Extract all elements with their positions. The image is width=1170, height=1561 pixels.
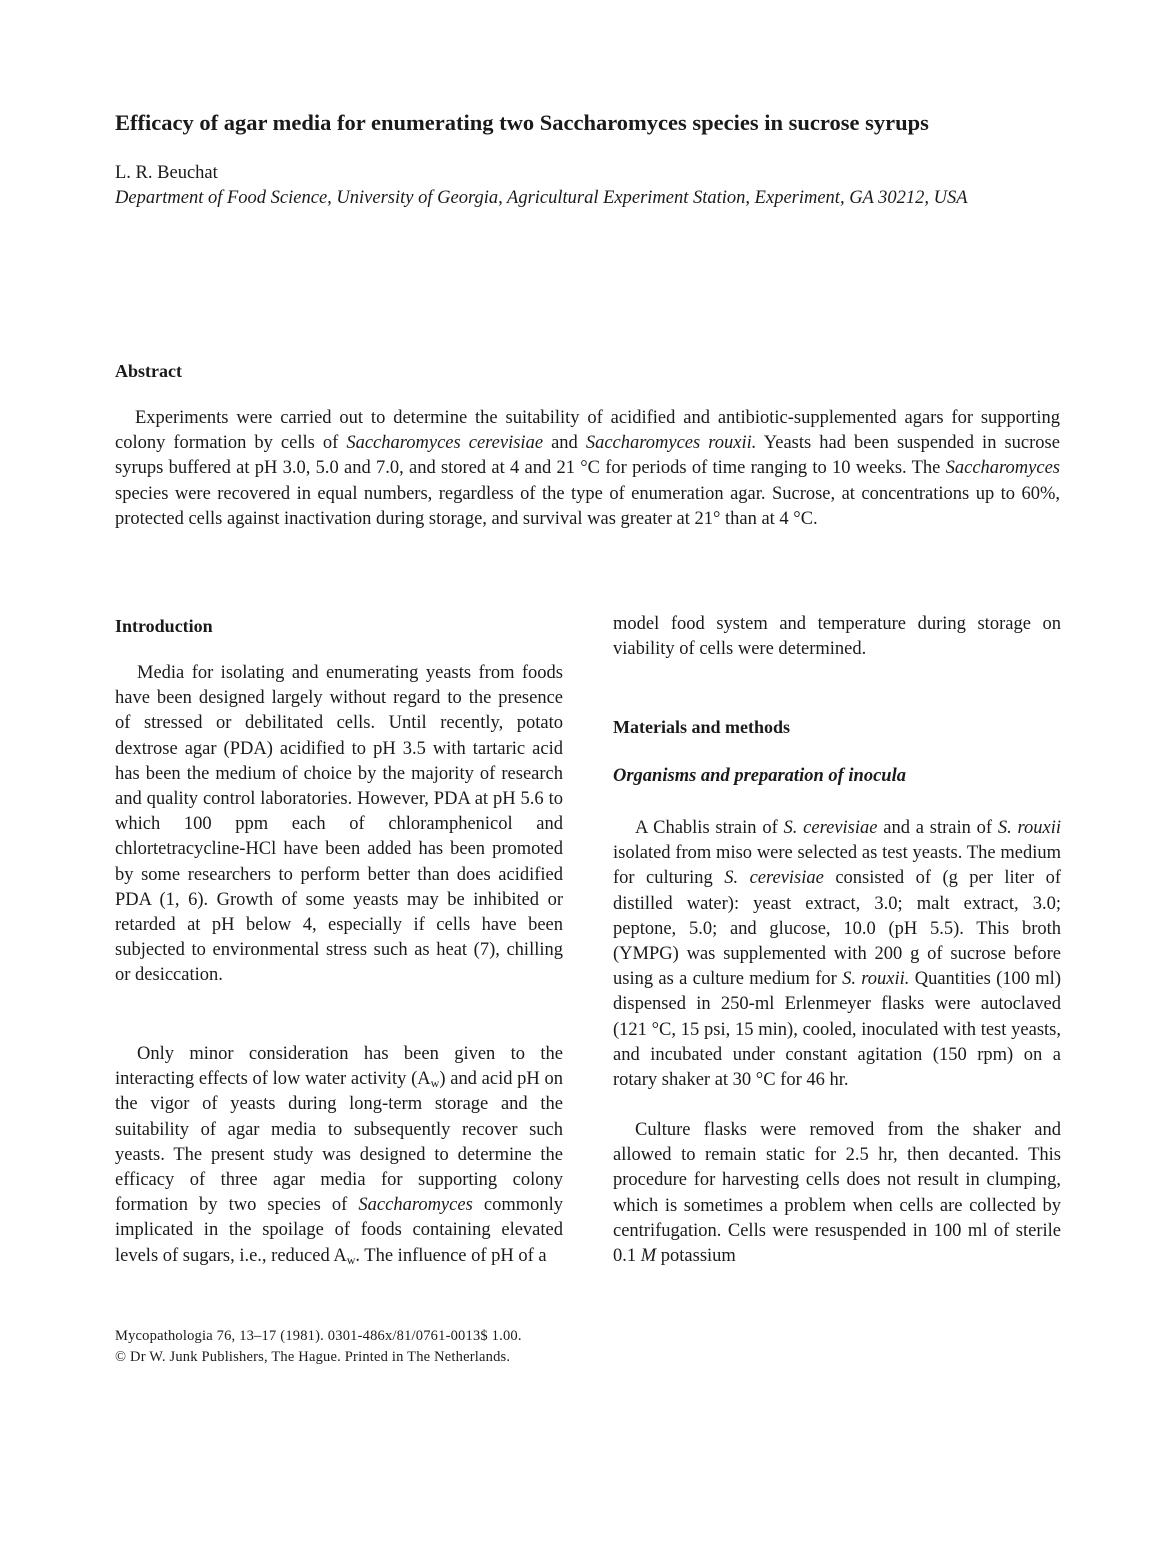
article-title: Efficacy of agar media for enumerating two Saccharomyces species in sucrose syrups xyxy=(115,110,929,135)
methods-paragraph-2: Culture flasks were removed from the shaker and allowed to remain static for 2.5 hr, then decanted. This procedure for harvesting cells does not result in clumping, which is sometimes a problem when cells are collected by centrifugation. Cells were resuspended in 100 ml of sterile 0.1 M potassium xyxy=(613,1120,1061,1267)
methods-paragraph-1: A Chablis strain of S. cerevisiae and a strain of S. rouxii isolated from miso were selected as test yeasts. The medium for culturing S. cerevisiae consisted of (g per liter of distilled water): yeast extract, 3.0; malt extract, 3.0; peptone, 5.0; and glucose, 10.0 (pH 5.5). This broth (YMPG) was supplemented with 200 g of sucrose before using as a culture medium for S. rouxii. Quantities (100 ml) dispensed in 250-ml Erlenmeyer flasks were autoclaved (121 °C, 15 psi, 15 min), cooled, inoculated with test yeasts, and incubated under constant agitation (150 rpm) on a rotary shaker at 30 °C for 46 hr. xyxy=(613,818,1061,1091)
genus-name: Saccharomyces xyxy=(358,1195,473,1216)
abstract-text: Experiments were carried out to determine the suitability of acidified and antibiotic-supplemented agars for supporting colony formation by cells of Saccharomyces cerevisiae and Saccharomyces rouxii. Yeasts had been suspended in sucrose syrups buffered at pH 3.0, 5.0 and 7.0, and stored at 4 and 21 °C for periods of time ranging to 10 weeks. The Saccharomyces species were recovered in equal numbers, regardless of the type of enumeration agar. Sucrose, at concentrations up to 60%, protected cells against inactivation during storage, and survival was greater at 21° than at 4 °C. xyxy=(115,408,1060,529)
species-name: Saccharomyces rouxii. xyxy=(585,433,757,454)
introduction-paragraph-1: Media for isolating and enumerating yeasts from foods have been designed largely without regard to the presence of stressed or debilitated cells. Until recently, potato dextrose agar (PDA) acidified to pH 3.5 with tartaric acid has been the medium of choice by the majority of research and quality control laboratories. However, PDA at pH 5.6 to which 100 ppm each of chloramphenicol and chlortetracycline-HCl have been added has been promoted by some researchers to perform better than does acidified PDA (1, 6). Growth of some yeasts may be inhibited or retarded at pH below 4, especially if cells have been subjected to environmental stress such as heat (7), chilling or desiccation. xyxy=(115,663,563,986)
abstract-heading: Abstract xyxy=(115,361,182,381)
introduction-paragraph-2: Only minor consideration has been given to the interacting effects of low water activity $(A_w)$ and acid pH on the vigor of yeasts during long-term storage and the suitability of agar media to subsequently recover such yeasts. The present study was designed to determine the efficacy of three agar media for supporting colony formation by two species of Saccharomyces commonly implicated in the spoilage of foods containing elevated levels of sugars, i.e., reduced $A_w$. The influence of pH of a xyxy=(115,1044,564,1267)
materials-methods-heading: Materials and methods xyxy=(613,717,790,737)
journal-footer xyxy=(115,1326,522,1368)
copyright-line: © Dr W. Junk Publishers, The Hague. Printed in The Netherlands. xyxy=(115,1349,511,1365)
species-name: Saccharomyces cerevisiae xyxy=(346,433,544,454)
organisms-subheading: Organisms and preparation of inocula xyxy=(613,766,906,786)
introduction-heading: Introduction xyxy=(115,616,213,636)
author-name: L. R. Beuchat xyxy=(115,163,218,183)
citation-line: Mycopathologia 76, 13–17 (1981). 0301-486x/81/0761-0013$ 1.00. xyxy=(115,1328,522,1344)
genus-name: Saccharomyces xyxy=(945,458,1060,479)
introduction-continuation: model food system and temperature during storage on viability of cells were determined. xyxy=(613,614,1061,660)
author-affiliation: Department of Food Science, University of Georgia, Agricultural Experiment Station, Experiment, GA 30212, USA xyxy=(115,188,968,208)
